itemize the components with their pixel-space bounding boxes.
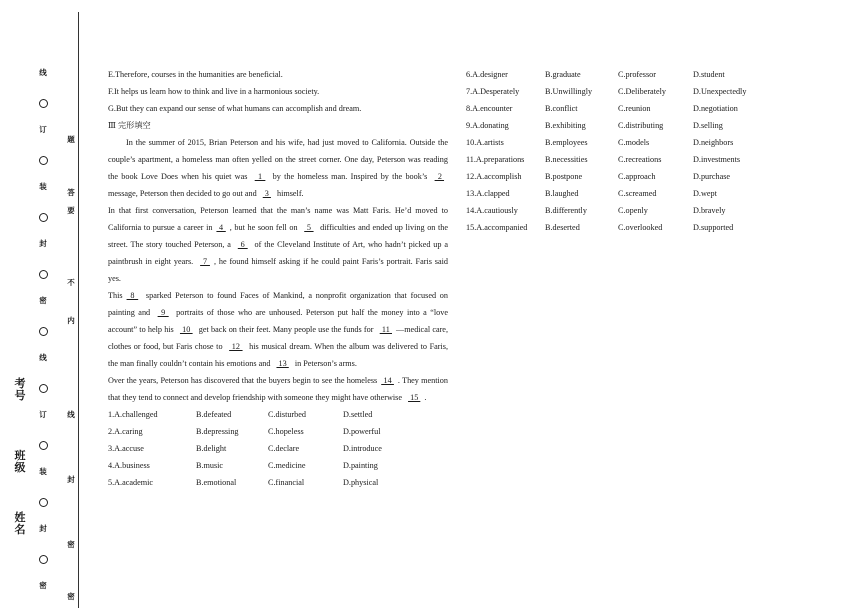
cloze-blank: 13 (276, 359, 289, 368)
option-row (466, 202, 836, 219)
margin-char: 密 (39, 581, 47, 590)
option-choice: C.professor (618, 70, 656, 79)
margin-char: 封 (39, 239, 47, 248)
statement-line: F.It helps us learn how to think and live in a harmonious society. (108, 87, 320, 96)
option-choice: D.selling (693, 121, 723, 130)
option-choice: B.laughed (545, 189, 579, 198)
cloze-blank: 4 (216, 223, 226, 232)
cloze-blank: 9 (157, 308, 169, 317)
student-field-label: 姓名 (14, 512, 26, 536)
option-choice: C.financial (268, 478, 305, 487)
cloze-blank: 7 (200, 257, 210, 266)
option-choice: 3.A.accuse (108, 444, 144, 453)
margin-char: 订 (39, 125, 47, 134)
margin-circle (39, 441, 48, 450)
option-row (466, 100, 836, 117)
margin-char: 装 (39, 182, 47, 191)
option-row (108, 406, 448, 423)
option-row (466, 134, 836, 151)
option-choice: C.hopeless (268, 427, 304, 436)
cloze-blank: 3 (262, 189, 271, 198)
option-choice: B.deserted (545, 223, 580, 232)
statement-line: G.But they can expand our sense of what humans can accomplish and dream. (108, 104, 362, 113)
option-choice: B.Unwillingly (545, 87, 593, 96)
option-choice: C.reunion (618, 104, 651, 113)
option-choice: B.necessities (545, 155, 588, 164)
option-choice: B.defeated (196, 410, 232, 419)
passage-paragraph: In the summer of 2015, Brian Peterson and his wife, had just moved to California. Outside the couple’s apartment, a homeless man often yelled on the street corner. One day, Peterson was reading the book Love Does when his quiet was 1 by the homeless man. Inspired by the book’s 2 message, Peterson then decided to go out and 3 himself. (108, 138, 448, 198)
section-title: Ⅲ 完形填空 (108, 121, 151, 130)
cloze-blank: 14 (381, 376, 394, 385)
option-choice: B.employees (545, 138, 588, 147)
option-choice: C.disturbed (268, 410, 306, 419)
option-choice: D.investments (693, 155, 741, 164)
cloze-blank: 8 (126, 291, 139, 300)
option-choice: C.screamed (618, 189, 657, 198)
cloze-passage (108, 134, 448, 406)
option-choice: C.distributing (618, 121, 664, 130)
option-choice: D.student (693, 70, 725, 79)
margin-circle (39, 555, 48, 564)
margin-circle (39, 384, 48, 393)
option-choice: D.purchase (693, 172, 731, 181)
option-choice: C.openly (618, 206, 648, 215)
margin-char: 装 (39, 467, 47, 476)
margin-circle (39, 99, 48, 108)
cloze-blank: 12 (229, 342, 243, 351)
option-choice: 14.A.cautiously (466, 206, 518, 215)
option-choice: B.music (196, 461, 224, 470)
passage-paragraph: In that first conversation, Peterson learned that the man’s name was Matt Faris. He’d moved to California to pursue a career in 4 , but he soon fell on 5 difficulties and ended up living on the street. The story touched Peterson, a 6 of the Cleveland Institute of Art, who hadn’t picked up a paintbrush in eight years. 7 , he found himself asking if he could paint Faris’s portrait. Faris said yes. (108, 206, 449, 283)
margin-circle (39, 327, 48, 336)
cloze-blank: 6 (237, 240, 248, 249)
options-left (108, 406, 448, 491)
margin-inner-char: 答 (67, 188, 75, 197)
margin-inner-char: 题 (67, 135, 75, 144)
cloze-blank: 1 (254, 172, 266, 181)
margin-circle (39, 213, 48, 222)
cloze-blank: 10 (179, 325, 193, 334)
option-choice: B.exhibiting (545, 121, 586, 130)
student-field-label: 考号 (14, 378, 26, 402)
option-choice: D.neighbors (693, 138, 734, 147)
option-row (108, 423, 448, 440)
option-row (108, 474, 448, 491)
margin-inner-char: 线 (67, 410, 75, 419)
margin-inner-char: 封 (67, 475, 75, 484)
option-row (108, 457, 448, 474)
cloze-blank: 2 (434, 172, 445, 181)
margin-char: 密 (39, 296, 47, 305)
passage-paragraph: Over the years, Peterson has discovered that the buyers begin to see the homeless 14 . They mention that they tend to connect and develop friendship with someone they might have otherwise 15 . (108, 376, 448, 402)
option-choice: D.supported (693, 223, 734, 232)
option-choice: C.declare (268, 444, 300, 453)
option-choice: C.models (618, 138, 650, 147)
option-choice: 11.A.preparations (466, 155, 525, 164)
option-row (466, 117, 836, 134)
option-row (466, 168, 836, 185)
option-choice: D.bravely (693, 206, 726, 215)
option-choice: B.depressing (196, 427, 239, 436)
option-choice: B.graduate (545, 70, 581, 79)
student-field-label: 班级 (14, 450, 26, 474)
option-choice: D.powerful (343, 427, 381, 436)
cloze-blank: 5 (304, 223, 314, 232)
option-choice: 12.A.accomplish (466, 172, 522, 181)
option-choice: D.Unexpectedly (693, 87, 747, 96)
option-choice: D.negotiation (693, 104, 738, 113)
passage-column (108, 66, 448, 491)
option-row (466, 185, 836, 202)
option-choice: D.wept (693, 189, 717, 198)
option-choice: B.conflict (545, 104, 578, 113)
option-choice: D.physical (343, 478, 379, 487)
option-choice: 2.A.caring (108, 427, 143, 436)
margin-inner-char: 密 (67, 540, 75, 549)
option-choice: D.settled (343, 410, 373, 419)
margin-inner-char: 不 (67, 278, 75, 287)
option-choice: B.postpone (545, 172, 583, 181)
option-choice: C.approach (618, 172, 656, 181)
option-choice: 8.A.encounter (466, 104, 513, 113)
option-choice: D.painting (343, 461, 378, 470)
cloze-blank: 11 (379, 325, 392, 334)
option-choice: 4.A.business (108, 461, 150, 470)
option-row (466, 219, 836, 236)
margin-char: 订 (39, 410, 47, 419)
option-choice: C.recreations (618, 155, 662, 164)
margin-inner-char: 内 (67, 316, 75, 325)
margin-inner-char: 密 (67, 592, 75, 601)
cloze-blank: 15 (408, 393, 421, 402)
option-choice: C.medicine (268, 461, 306, 470)
option-choice: 9.A.donating (466, 121, 509, 130)
option-choice: C.overlooked (618, 223, 663, 232)
options-right (466, 66, 836, 236)
binding-line (78, 12, 79, 608)
option-choice: 7.A.Desperately (466, 87, 520, 96)
option-choice: 5.A.academic (108, 478, 154, 487)
margin-char: 封 (39, 524, 47, 533)
statement-line: E.Therefore, courses in the humanities are beneficial. (108, 70, 283, 79)
option-choice: B.differently (545, 206, 587, 215)
option-row (108, 440, 448, 457)
option-choice: 10.A.artists (466, 138, 504, 147)
option-choice: B.emotional (196, 478, 237, 487)
option-choice: D.introduce (343, 444, 382, 453)
statement-list (108, 66, 448, 117)
option-row (466, 66, 836, 83)
margin-circle (39, 498, 48, 507)
margin-circle (39, 270, 48, 279)
option-row (466, 83, 836, 100)
option-choice: 1.A.challenged (108, 410, 158, 419)
margin-char: 线 (39, 353, 47, 362)
option-choice: 13.A.clapped (466, 189, 510, 198)
option-choice: B.delight (196, 444, 227, 453)
option-choice: C.Deliberately (618, 87, 666, 96)
margin-inner-char: 要 (67, 206, 75, 215)
option-row (466, 151, 836, 168)
margin-char: 线 (39, 68, 47, 77)
option-choice: 6.A.designer (466, 70, 508, 79)
passage-paragraph: This 8 sparked Peterson to found Faces of Mankind, a nonprofit organization that focused on painting and 9 portraits of those who are unhoused. Peterson put half the money into a “love account” to help his 10 get back on their feet. Many people use the funds for 11 —medical care, clothes or food, but Faris chose to 12 his musical dream. When the album was delivered to Faris, the man finally couldn’t contain his emotions and 13 in Peterson’s arms. (108, 291, 449, 368)
margin-circle (39, 156, 48, 165)
option-choice: 15.A.accompanied (466, 223, 528, 232)
